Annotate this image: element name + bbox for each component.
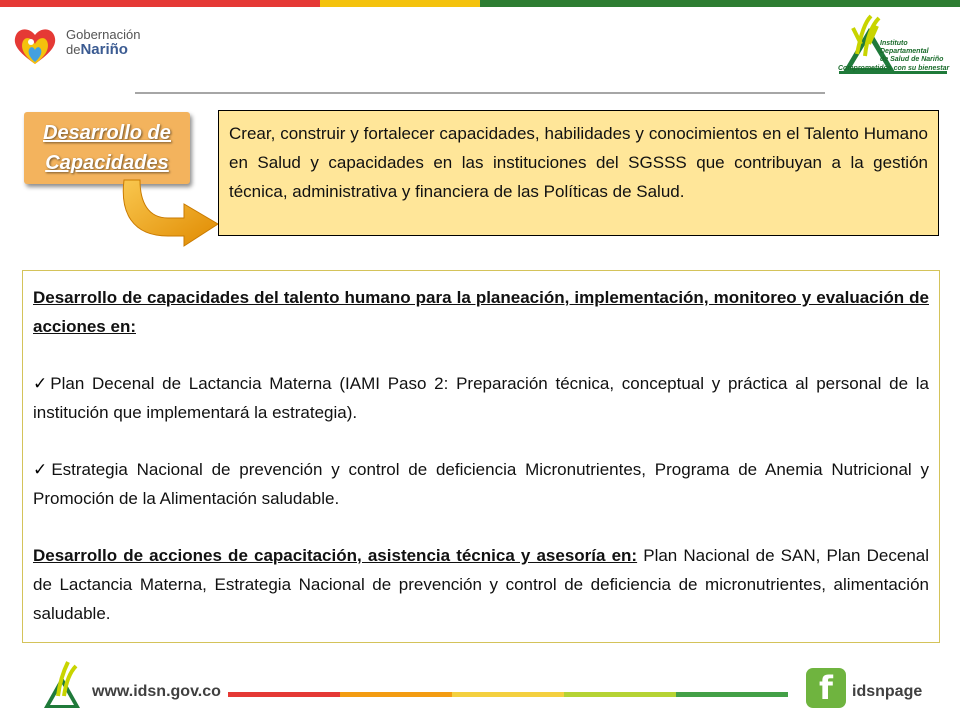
band-yellow	[320, 0, 480, 7]
top-color-band	[0, 0, 960, 7]
final-paragraph	[33, 541, 929, 628]
section-title-line1: Desarrollo de	[43, 122, 171, 144]
facebook-handle[interactable]: idsnpage	[852, 683, 923, 700]
bullet-text: Estrategia Nacional de prevención y control de deficiencia Micronutrientes, Programa de Anemia Nutricional y Promoción de la Alimentación saludable.	[33, 460, 929, 508]
idsn-logo-text	[880, 40, 943, 64]
idsn-line2: Departamental	[880, 48, 929, 55]
band-red	[0, 0, 320, 7]
section-title-line2: Capacidades	[45, 152, 169, 174]
gobernacion-logo-text	[66, 27, 140, 57]
curved-arrow-icon	[118, 178, 222, 250]
idsn-line3: de Salud de Nariño	[880, 56, 944, 63]
gobernacion-heart-icon	[10, 22, 60, 68]
final-heading: Desarrollo de acciones de capacitación, asistencia técnica y asesoría en:	[33, 546, 638, 565]
gobernacion-line1: Gobernación	[66, 27, 141, 42]
gobernacion-prefix: de	[66, 42, 81, 57]
website-link[interactable]: www.idsn.gov.co	[92, 683, 221, 700]
header-divider	[135, 92, 825, 94]
checkmark-icon: ✓	[33, 374, 51, 393]
definition-box	[218, 110, 939, 236]
idsn-slogan: Comprometidos con su bienestar	[838, 65, 950, 72]
bullet-text: Plan Decenal de Lactancia Materna (IAMI Paso 2: Preparación técnica, conceptual y práctica al personal de la institución que implementará la estrategia).	[33, 374, 930, 422]
checkmark-icon: ✓	[33, 460, 52, 479]
idsn-line1: Instituto	[880, 40, 908, 47]
content-heading: Desarrollo de capacidades del talento humano para la planeación, implementación, monitoreo y evaluación de acciones en:	[33, 288, 929, 336]
footer-idsn-logo-icon	[40, 660, 90, 712]
band-green	[480, 0, 960, 7]
bullet-item	[33, 369, 929, 427]
footer-color-bar	[228, 692, 788, 697]
section-title	[43, 118, 171, 178]
content-box	[22, 270, 940, 643]
section-title-badge	[24, 112, 190, 184]
bullet-item	[33, 455, 929, 513]
final-text: Plan Nacional de SAN, Plan Decenal de Lactancia Materna, Estrategia Nacional de prevención y control de deficiencia de micronutrientes, alimentación saludable.	[33, 546, 929, 623]
facebook-icon[interactable]: f	[806, 668, 846, 708]
definition-text: Crear, construir y fortalecer capacidades, habilidades y conocimientos en el Talento Humano en Salud y capacidades en las instituciones del SGSSS que contribuyan a la gestión técnica, administrativa y financiera de las Políticas de Salud.	[229, 124, 928, 201]
gobernacion-name: Nariño	[80, 41, 128, 58]
